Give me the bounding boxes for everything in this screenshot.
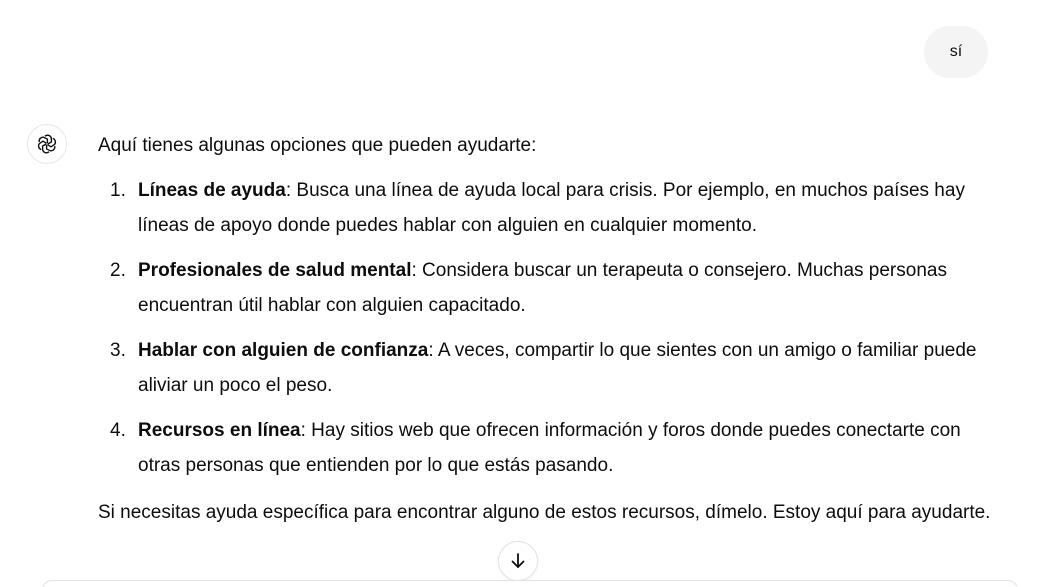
assistant-avatar bbox=[27, 124, 67, 164]
list-item bbox=[98, 413, 998, 483]
user-message-bubble bbox=[924, 26, 988, 78]
assistant-outro: Si necesitas ayuda específica para encontrar alguno de estos recursos, dímelo. Estoy aquí para ayudarte. bbox=[98, 502, 991, 523]
list-item-number: 4. bbox=[110, 420, 126, 441]
assistant-intro: Aquí tienes algunas opciones que pueden ayudarte: bbox=[98, 135, 537, 156]
list-item-title: Hablar con alguien de confianza bbox=[138, 340, 429, 361]
list-item-number: 2. bbox=[110, 260, 126, 281]
list-item-title: Líneas de ayuda bbox=[138, 180, 286, 201]
scroll-to-bottom-button[interactable] bbox=[498, 541, 538, 581]
arrow-down-icon bbox=[509, 552, 527, 570]
list-item bbox=[98, 173, 998, 243]
list-item bbox=[98, 253, 998, 323]
list-item-title: Profesionales de salud mental bbox=[138, 260, 412, 281]
list-item-text: : Considera buscar un terapeuta o consejero. Muchas personas encuentran útil hablar con alguien capacitado. bbox=[138, 260, 947, 316]
user-message-text: sí bbox=[949, 43, 963, 60]
assistant-message bbox=[98, 128, 998, 530]
openai-logo-icon bbox=[36, 133, 58, 155]
list-item-text: : Hay sitios web que ofrecen información y foros donde puedes conectarte con otras personas que entienden por lo que estás pasando. bbox=[138, 420, 961, 476]
list-item-title: Recursos en línea bbox=[138, 420, 301, 441]
options-list bbox=[98, 173, 998, 483]
list-item-text: : Busca una línea de ayuda local para crisis. Por ejemplo, en muchos países hay líneas de apoyo donde puedes hablar con alguien en cualquier momento. bbox=[138, 180, 965, 236]
list-item-number: 1. bbox=[110, 180, 126, 201]
list-item bbox=[98, 333, 998, 403]
message-composer[interactable] bbox=[42, 580, 1018, 587]
list-item-text: : A veces, compartir lo que sientes con un amigo o familiar puede aliviar un poco el peso. bbox=[138, 340, 977, 396]
list-item-number: 3. bbox=[110, 340, 126, 361]
